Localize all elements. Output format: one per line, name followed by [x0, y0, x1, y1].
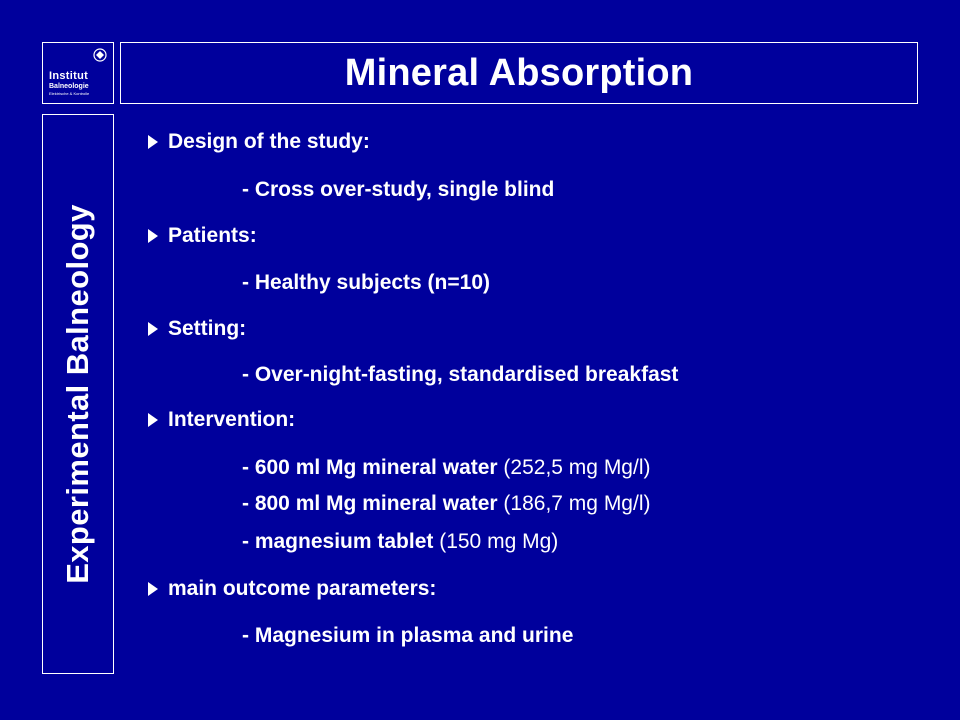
list-item: [242, 363, 678, 387]
list-item: [242, 492, 650, 516]
list-item: [242, 530, 558, 554]
item-bold-text: - 600 ml Mg mineral water: [242, 456, 498, 479]
triangle-bullet-icon: [148, 229, 158, 243]
item-bold-text: - Healthy subjects (n=10): [242, 271, 490, 294]
triangle-bullet-icon: [148, 322, 158, 336]
section-heading-patients: [146, 224, 257, 248]
list-item: [242, 456, 650, 480]
section-heading-design: [146, 130, 370, 154]
list-item: [242, 178, 554, 202]
logo-emblem-icon: [91, 47, 109, 63]
logo-text-balneologie: Balneologie: [49, 83, 89, 90]
section-heading-text: main outcome parameters:: [168, 577, 437, 600]
section-heading-text: Intervention:: [168, 408, 296, 431]
triangle-bullet-icon: [148, 135, 158, 149]
institute-logo: [42, 42, 114, 104]
title-box: [120, 42, 918, 104]
item-normal-text: (150 mg Mg): [433, 530, 559, 553]
section-heading-text: Patients:: [168, 224, 257, 247]
item-bold-text: - Over-night-fasting, standardised breakfast: [242, 363, 679, 386]
item-normal-text: (252,5 mg Mg/l): [497, 456, 651, 479]
triangle-bullet-icon: [148, 582, 158, 596]
list-item: [242, 271, 490, 295]
item-bold-text: - magnesium tablet: [242, 530, 434, 553]
section-heading-intervention: [146, 408, 295, 432]
page-title: Mineral Absorption: [344, 51, 694, 94]
sidebar-box: [42, 114, 114, 674]
triangle-bullet-icon: [148, 413, 158, 427]
section-heading-text: Setting:: [168, 317, 247, 340]
logo-text-subtitle: Elektrische & Kontrolle: [49, 91, 90, 96]
item-bold-text: - 800 ml Mg mineral water: [242, 492, 498, 515]
item-normal-text: (186,7 mg Mg/l): [497, 492, 651, 515]
sidebar-label: Experimental Balneology: [60, 204, 95, 584]
item-bold-text: - Cross over-study, single blind: [242, 178, 555, 201]
section-heading-setting: [146, 317, 246, 341]
section-heading-outcome: [146, 577, 436, 601]
logo-text-institut: Institut: [49, 70, 89, 82]
item-bold-text: - Magnesium in plasma and urine: [242, 624, 574, 647]
section-heading-text: Design of the study:: [168, 130, 370, 153]
list-item: [242, 624, 573, 648]
